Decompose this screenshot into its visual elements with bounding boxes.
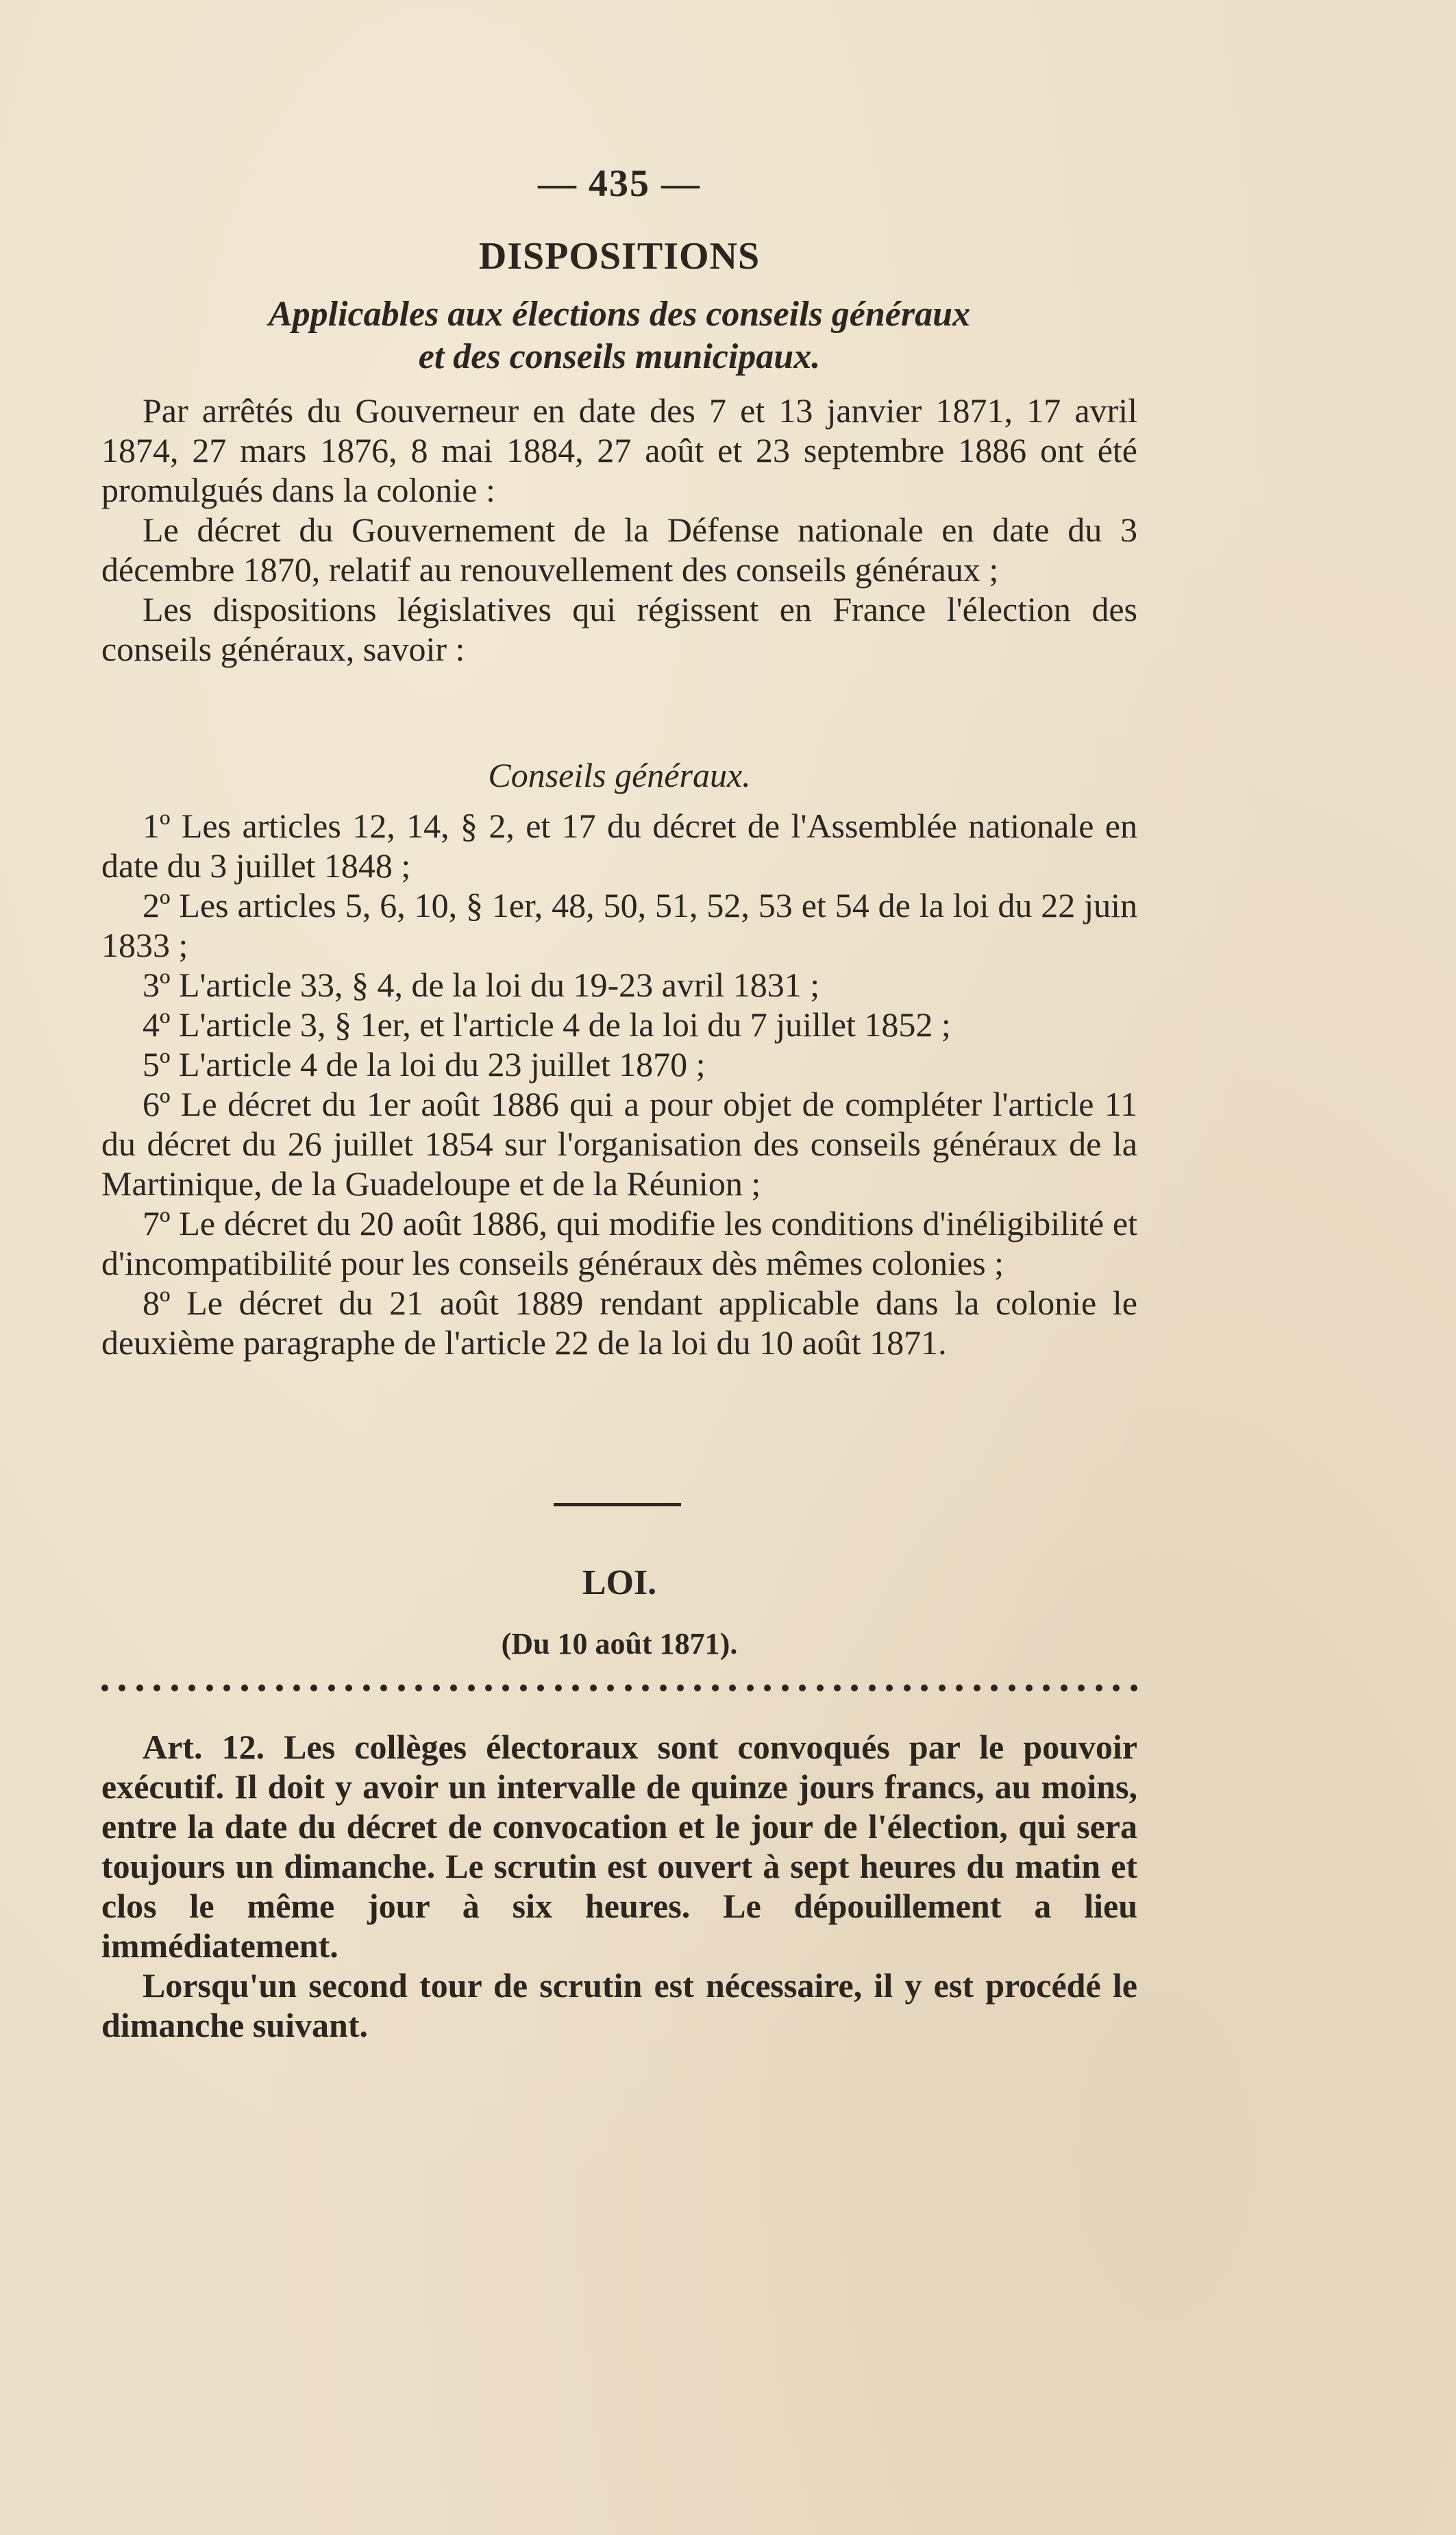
separator-dot [817,1685,824,1691]
list-item: 1º Les articles 12, 14, § 2, et 17 du décret de l'Assemblée nationale en date du 3 juillet 1848 ; [101,807,1137,885]
separator-dot [433,1685,440,1691]
subtitle-line-2: et des conseils municipaux. [418,337,821,376]
separator-dot [834,1685,841,1691]
intro-paragraph: Par arrêtés du Gouverneur en date des 7 et 13 janvier 1871, 17 avril 1874, 27 mars 1876, 8 mai 1884, 27 août et 23 septembre 1886 ont été promulgués dans la colonie : [101,391,1137,509]
separator-dot [1131,1685,1137,1691]
separator-dot [1061,1685,1068,1691]
separator-dot [153,1685,160,1691]
separator-dot [520,1685,527,1691]
separator-dot [415,1685,422,1691]
list-item: 6º Le décret du 1er août 1886 qui a pour objet de compléter l'article 11 du décret du 26 juillet 1854 sur l'organisation des conseils généraux de la Martinique, de la Guadeloupe et de la Réunion ; [101,1085,1137,1203]
separator-dot [991,1685,998,1691]
subtitle [101,293,1137,378]
separator-dot [904,1685,911,1691]
separator-dot [101,1685,108,1691]
separator-dot [642,1685,649,1691]
list-item: 8º Le décret du 21 août 1889 rendant applicable dans la colonie le deuxième paragraphe de l'article 22 de la loi du 10 août 1871. [101,1284,1137,1362]
separator-dot [276,1685,283,1691]
separator-dot [468,1685,475,1691]
loi-title: LOI. [582,1563,657,1602]
separator-dot [1009,1685,1015,1691]
separator-dot [502,1685,509,1691]
ellipsis-divider [101,1683,1137,1693]
separator-dot [590,1685,597,1691]
list-item: 3º L'article 33, § 4, de la loi du 19-23 avril 1831 ; [143,966,820,1004]
separator-dot [241,1685,248,1691]
separator-dot [729,1685,736,1691]
separator-dot [712,1685,719,1691]
separator-dot [1026,1685,1033,1691]
separator-dot [694,1685,701,1691]
separator-dot [188,1685,195,1691]
separator-dot [886,1685,893,1691]
separator-dot [537,1685,544,1691]
list-item: 7º Le décret du 20 août 1886, qui modifie les conditions d'inéligibilité et d'incompatibilité pour les conseils généraux dès mêmes colonies ; [101,1204,1137,1282]
list-item: 5º L'article 4 de la loi du 23 juillet 1870 ; [143,1045,706,1083]
loi-date: (Du 10 août 1871). [501,1627,738,1661]
separator-dot [607,1685,614,1691]
intro-paragraph: Les dispositions législatives qui régissent en France l'élection des conseils généraux, savoir : [101,590,1137,668]
article-paragraph: Art. 12. Les collèges électoraux sont convoqués par le pouvoir exécutif. Il doit y avoir un intervalle de quinze jours francs, au moins, entre la date du décret de convocation et le jour de l'élection, qui sera toujours un dimanche. Le scrutin est ouvert à sept heures du matin et clos le même jour à six heures. Le dépouillement a lieu immédiatement. [101,1728,1137,1965]
intro-paragraph: Le décret du Gouvernement de la Défense nationale en date du 3 décembre 1870, relatif au renouvellement des conseils généraux ; [101,511,1137,589]
separator-dot [450,1685,457,1691]
separator-dot [171,1685,178,1691]
separator-dot [799,1685,806,1691]
separator-dot [136,1685,143,1691]
intro-text [101,391,1137,669]
list-item: 4º L'article 3, § 1er, et l'article 4 de la loi du 7 juillet 1852 ; [143,1005,951,1044]
list-item: 2º Les articles 5, 6, 10, § 1er, 48, 50, 51, 52, 53 et 54 de la loi du 22 juin 1833 ; [101,886,1137,964]
separator-dot [956,1685,963,1691]
separator-dot [660,1685,667,1691]
separator-dot [398,1685,405,1691]
separator-dot [851,1685,858,1691]
provisions-list [101,806,1137,1362]
separator-dot [572,1685,579,1691]
subtitle-line-1: Applicables aux élections des conseils généraux [268,295,971,334]
separator-dot [921,1685,928,1691]
separator-dot [1096,1685,1102,1691]
separator-dot [677,1685,684,1691]
separator-dot [293,1685,300,1691]
separator-dot [974,1685,980,1691]
separator-dot [119,1685,125,1691]
separator-dot [223,1685,230,1691]
separator-dot [1043,1685,1050,1691]
separator-dot [555,1685,562,1691]
page-number: — 435 — [538,162,701,205]
separator-dot [345,1685,352,1691]
separator-dot [764,1685,771,1691]
separator-dot [485,1685,492,1691]
separator-dot [939,1685,946,1691]
separator-dot [363,1685,370,1691]
separator-dot [310,1685,317,1691]
separator-dot [380,1685,387,1691]
separator-dot [206,1685,213,1691]
article-paragraph: Lorsqu'un second tour de scrutin est nécessaire, il y est procédé le dimanche suivant. [101,1966,1137,2044]
separator-dot [258,1685,265,1691]
separator-dot [782,1685,789,1691]
separator-dot [625,1685,632,1691]
separator-dot [869,1685,876,1691]
separator-dot [328,1685,335,1691]
separator-dot [1113,1685,1120,1691]
section-title: DISPOSITIONS [478,235,761,278]
conseils-heading: Conseils généraux. [488,756,751,794]
article-text [101,1727,1137,2045]
separator-dot [1078,1685,1085,1691]
section-divider [554,1503,681,1506]
separator-dot [747,1685,754,1691]
